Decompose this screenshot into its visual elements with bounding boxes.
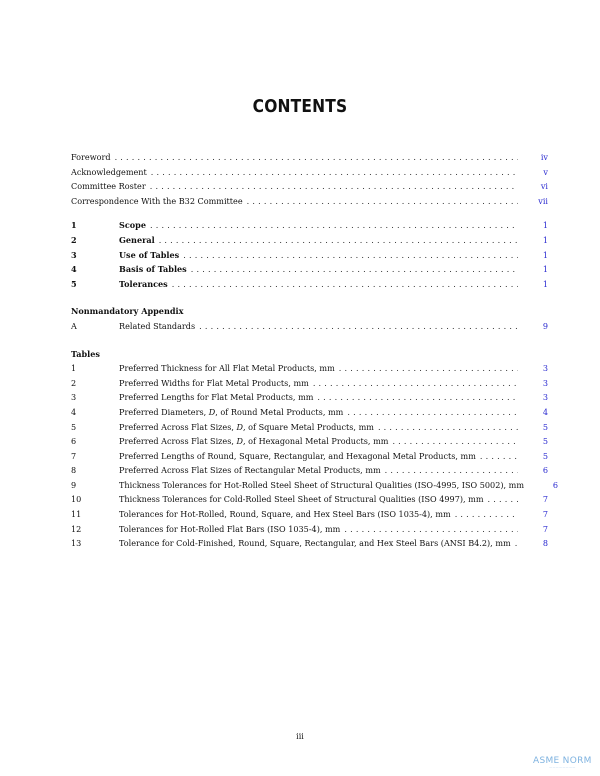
dot-leader	[378, 422, 518, 432]
dot-leader	[488, 494, 518, 504]
entry-title: Scope	[119, 220, 146, 231]
section-entry[interactable]	[71, 279, 548, 294]
section-entry[interactable]	[71, 235, 548, 250]
page-link[interactable]: 3	[542, 377, 548, 388]
page-link[interactable]: vii	[538, 195, 548, 206]
page-link[interactable]: 4	[542, 406, 548, 417]
table-entry[interactable]	[71, 538, 548, 553]
entry-title: Thickness Tolerances for Hot-Rolled Steel Sheet of Structural Qualities (ISO-4995, ISO 5002), mm	[119, 479, 525, 490]
dot-leader	[392, 436, 518, 446]
table-entry[interactable]	[71, 436, 548, 451]
entry-title: Preferred Lengths for Flat Metal Products, mm	[119, 392, 314, 403]
dot-leader	[172, 279, 518, 289]
table-of-contents	[71, 152, 559, 553]
page-link[interactable]: iv	[540, 152, 548, 162]
entry-title: Use of Tables	[119, 249, 180, 260]
entry-title: Preferred Lengths of Round, Square, Rectangular, and Hexagonal Metal Products, mm	[119, 450, 476, 461]
appendix-list	[71, 321, 548, 336]
entry-number: 12	[71, 523, 82, 534]
dot-leader	[385, 465, 518, 475]
tables-heading: Tables	[71, 348, 100, 359]
entry-number: 13	[71, 538, 82, 549]
dot-leader	[313, 378, 518, 388]
dot-leader	[455, 509, 518, 519]
entry-number: 2	[71, 234, 77, 245]
entry-number: 1	[71, 220, 77, 231]
entry-title: Tolerances for Hot-Rolled Flat Bars (ISO 1035-4), mm	[119, 523, 341, 534]
page-link[interactable]: 1	[542, 220, 548, 231]
entry-title: Committee Roster	[71, 181, 146, 192]
dot-leader	[159, 235, 518, 245]
dot-leader	[480, 451, 518, 461]
dot-leader	[347, 407, 518, 417]
table-entry[interactable]	[71, 465, 548, 480]
entry-title: Preferred Widths for Flat Metal Products, mm	[119, 377, 309, 388]
page-link[interactable]: 5	[542, 436, 548, 447]
page-link[interactable]: 7	[542, 494, 548, 505]
page-title: CONTENTS	[252, 96, 348, 117]
dot-leader	[115, 152, 518, 162]
entry-number: 7	[71, 450, 77, 461]
entry-title: Preferred Across Flat Sizes, D, of Square Metal Products, mm	[119, 421, 374, 432]
appendix-entry[interactable]	[71, 321, 548, 336]
page-link[interactable]: 7	[542, 523, 548, 534]
section-entry[interactable]	[71, 250, 548, 265]
table-entry[interactable]	[71, 407, 548, 422]
dot-leader	[344, 524, 518, 534]
entry-title: Preferred Across Flat Sizes, D, of Hexagonal Metal Products, mm	[119, 436, 389, 447]
logo-text: ASME NORM	[533, 756, 592, 766]
table-entry[interactable]	[71, 378, 548, 393]
dot-leader	[191, 264, 518, 274]
table-entry[interactable]	[71, 422, 548, 437]
entry-number: 10	[71, 494, 82, 505]
sections-list	[71, 220, 548, 293]
page-link[interactable]: 3	[542, 363, 548, 374]
entry-number: 11	[71, 509, 82, 520]
entry-number: 3	[71, 249, 77, 260]
dot-leader	[515, 538, 518, 548]
dot-leader	[339, 363, 518, 373]
section-entry[interactable]	[71, 220, 548, 235]
table-entry[interactable]	[71, 451, 548, 466]
entry-title: Tolerances for Hot-Rolled, Round, Square, and Hex Steel Bars (ISO 1035-4), mm	[119, 509, 451, 520]
tables-list	[71, 363, 559, 553]
entry-title: General	[119, 234, 155, 245]
dot-leader	[317, 392, 518, 402]
entry-number: 6	[71, 436, 77, 447]
front-matter-entry[interactable]	[71, 196, 548, 211]
entry-number: 4	[71, 264, 77, 275]
entry-title: Preferred Across Flat Sizes of Rectangular Metal Products, mm	[119, 465, 381, 476]
table-entry[interactable]	[71, 479, 559, 495]
page-link[interactable]: 6	[542, 465, 548, 476]
page-link[interactable]: 1	[542, 264, 548, 275]
section-entry[interactable]	[71, 264, 548, 279]
dot-leader	[150, 181, 518, 191]
dot-leader	[183, 250, 518, 260]
page-number: iii	[296, 732, 304, 741]
entry-number: 1	[71, 363, 77, 374]
page-link[interactable]: 7	[542, 509, 548, 520]
page-link[interactable]: v	[543, 166, 548, 177]
watermark-logo	[533, 756, 592, 769]
entry-number: 4	[71, 406, 77, 417]
front-matter-entry[interactable]	[71, 167, 548, 182]
entry-title: Correspondence With the B32 Committee	[71, 195, 243, 206]
front-matter-list	[71, 152, 548, 210]
page-link[interactable]: 1	[542, 278, 548, 289]
page-link[interactable]: 5	[542, 421, 548, 432]
entry-title: Related Standards	[119, 320, 196, 331]
entry-number: 2	[71, 377, 77, 388]
table-entry[interactable]	[71, 494, 548, 509]
entry-title: Thickness Tolerances for Cold-Rolled Steel Sheet of Structural Qualities (ISO 4997), mm	[119, 494, 484, 505]
table-entry[interactable]	[71, 509, 548, 524]
entry-number: A	[71, 320, 77, 331]
page-link[interactable]: 1	[542, 234, 548, 245]
page-link[interactable]: 8	[542, 538, 548, 549]
page-link[interactable]: 9	[542, 320, 548, 331]
entry-title: Basis of Tables	[119, 264, 187, 275]
entry-title: Tolerances	[119, 278, 168, 289]
page-link[interactable]: 3	[542, 392, 548, 403]
dot-leader	[199, 321, 518, 331]
table-entry[interactable]	[71, 363, 548, 378]
entry-number: 5	[71, 421, 77, 432]
dot-leader	[151, 167, 518, 177]
dot-leader	[247, 196, 518, 206]
entry-title: Tolerance for Cold-Finished, Round, Square, Rectangular, and Hex Steel Bars (ANSI B4.2), mm	[119, 538, 511, 549]
entry-title: Acknowledgement	[71, 166, 147, 177]
front-matter-entry[interactable]	[71, 152, 548, 167]
entry-number: 5	[71, 278, 77, 289]
page-link[interactable]: 6	[552, 479, 559, 490]
table-entry[interactable]	[71, 524, 548, 539]
entry-title: Preferred Thickness for All Flat Metal Products, mm	[119, 363, 335, 374]
entry-title: Foreword	[71, 152, 111, 162]
front-matter-entry[interactable]	[71, 181, 548, 196]
entry-number: 9	[71, 479, 77, 490]
entry-number: 3	[71, 392, 77, 403]
appendix-heading: Nonmandatory Appendix	[71, 306, 184, 317]
page-link[interactable]: vi	[540, 181, 548, 192]
page-link[interactable]: 5	[542, 450, 548, 461]
table-entry[interactable]	[71, 392, 548, 407]
logo-underline: ————————	[549, 765, 576, 769]
entry-title: Preferred Diameters, D, of Round Metal Products, mm	[119, 406, 344, 417]
dot-leader	[150, 220, 518, 230]
page-link[interactable]: 1	[542, 249, 548, 260]
entry-number: 8	[71, 465, 77, 476]
